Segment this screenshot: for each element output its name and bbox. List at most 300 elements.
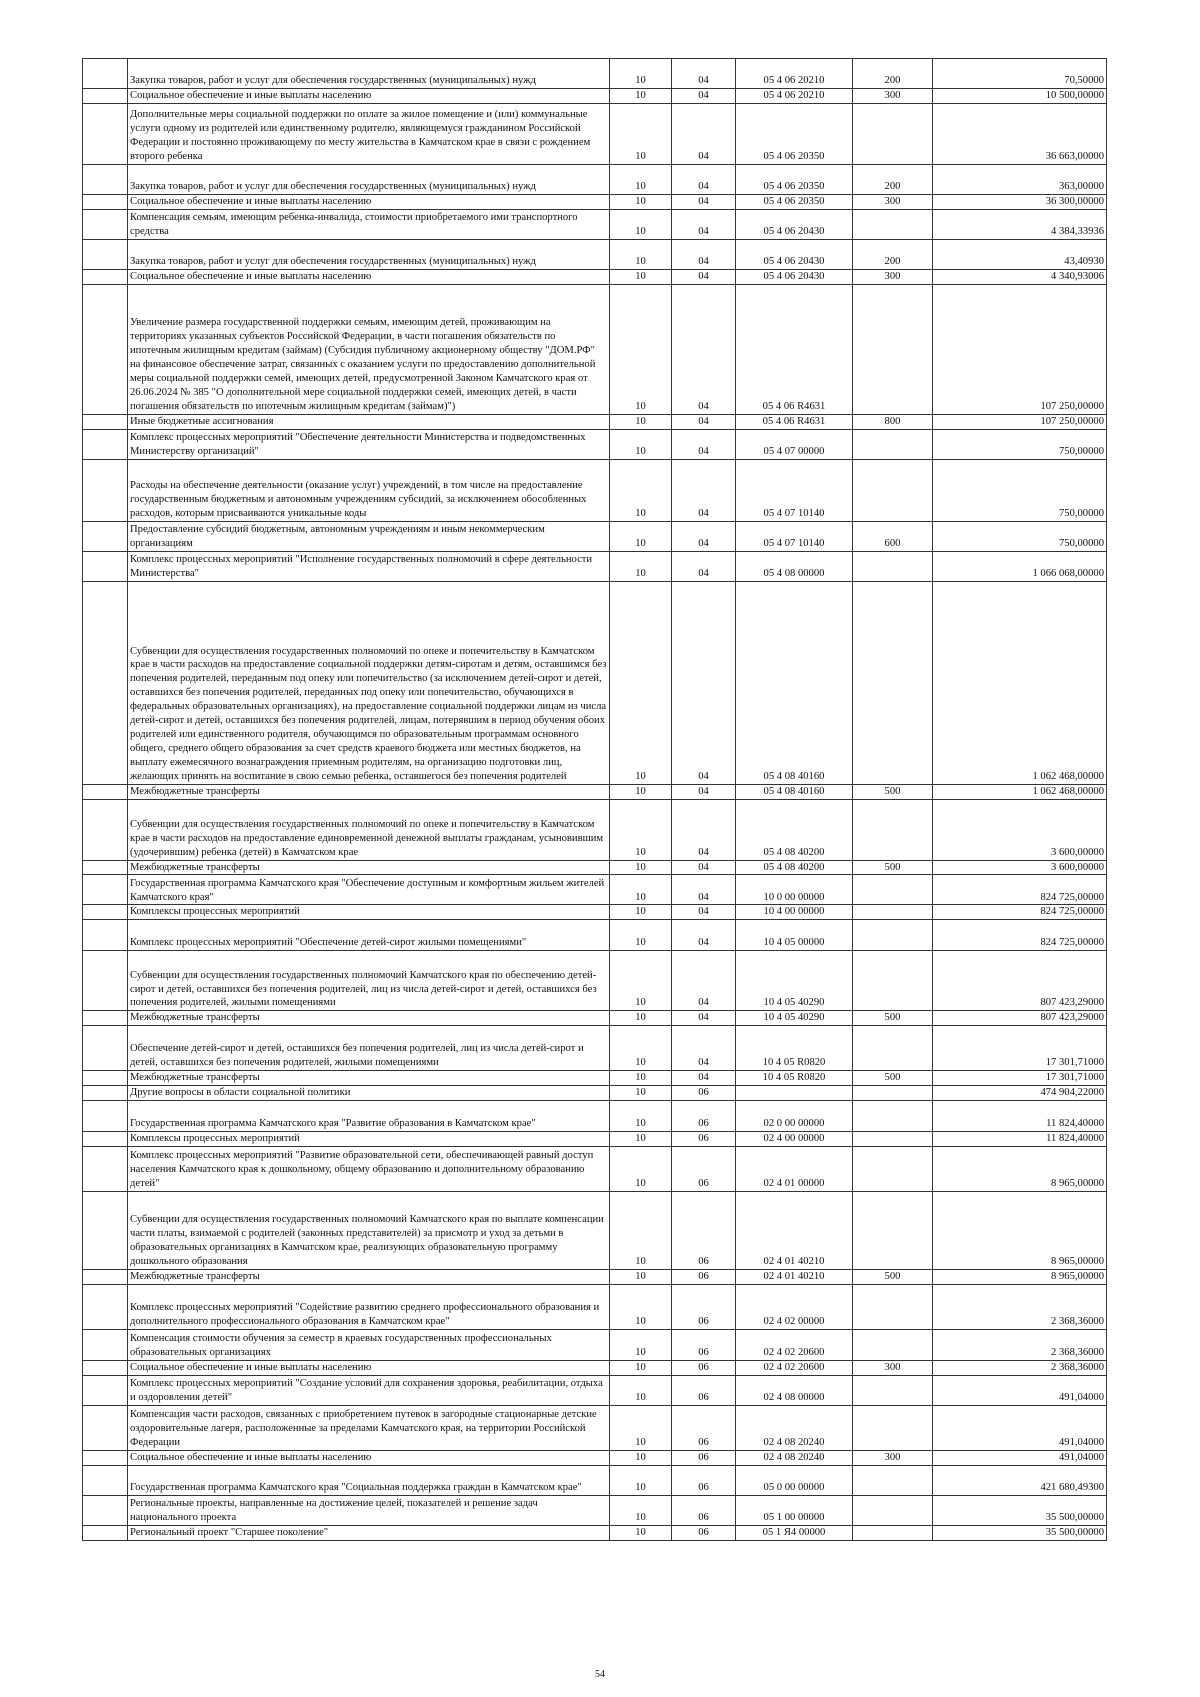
row-margin-cell [83,59,128,89]
row-subsection-cell: 06 [672,1086,736,1101]
row-amount-cell: 35 500,00000 [933,1525,1107,1540]
table-row [83,784,1107,799]
table-row [83,284,1107,414]
table-row [83,521,1107,551]
row-amount-cell: 11 824,40000 [933,1101,1107,1132]
table-row [83,1101,1107,1132]
row-expense-type-cell [853,875,933,905]
row-name-cell: Комплекс процессных мероприятий "Содействие развитию среднего профессионального образования и дополнительного профессионального образования в Камчатском крае" [128,1284,610,1329]
table-row [83,1375,1107,1405]
row-expense-type-cell: 800 [853,414,933,429]
row-amount-cell: 4 340,93006 [933,269,1107,284]
row-name-cell: Региональный проект "Старшее поколение" [128,1525,610,1540]
row-section-cell: 10 [610,1495,672,1525]
row-margin-cell [83,551,128,581]
row-margin-cell [83,89,128,104]
row-expense-type-cell [853,284,933,414]
row-expense-type-cell [853,1329,933,1360]
table-row [83,1146,1107,1191]
row-name-cell: Социальное обеспечение и иные выплаты населению [128,194,610,209]
row-margin-cell [83,284,128,414]
table-row [83,1495,1107,1525]
row-target-article-cell: 10 0 00 00000 [736,875,853,905]
row-margin-cell [83,164,128,194]
row-target-article-cell: 05 4 07 00000 [736,429,853,459]
row-amount-cell: 421 680,49300 [933,1465,1107,1495]
row-subsection-cell: 06 [672,1269,736,1284]
row-amount-cell: 8 965,00000 [933,1191,1107,1269]
row-name-cell: Закупка товаров, работ и услуг для обеспечения государственных (муниципальных) нужд [128,164,610,194]
row-subsection-cell: 04 [672,269,736,284]
row-target-article-cell: 05 4 08 40160 [736,581,853,784]
row-name-cell: Субвенции для осуществления государственных полномочий Камчатского края по выплате компенсации части платы, взимаемой с родителей (законных представителей) за присмотр и уход за детьми в образовательных организациях в Камчатском крае, реализующих образовательную программу дошкольного образования [128,1191,610,1269]
row-margin-cell [83,1525,128,1540]
row-amount-cell: 35 500,00000 [933,1495,1107,1525]
row-expense-type-cell [853,1146,933,1191]
row-section-cell: 10 [610,269,672,284]
row-subsection-cell: 04 [672,951,736,1011]
row-section-cell: 10 [610,414,672,429]
row-expense-type-cell [853,1086,933,1101]
row-subsection-cell: 04 [672,784,736,799]
row-margin-cell [83,1360,128,1375]
row-subsection-cell: 04 [672,429,736,459]
row-section-cell: 10 [610,799,672,860]
row-subsection-cell: 04 [672,459,736,521]
table-row [83,1450,1107,1465]
budget-table-page [82,58,1106,1541]
row-target-article-cell: 05 4 06 R4631 [736,284,853,414]
row-subsection-cell: 06 [672,1146,736,1191]
row-section-cell: 10 [610,951,672,1011]
row-section-cell: 10 [610,103,672,164]
table-row [83,89,1107,104]
row-margin-cell [83,1101,128,1132]
row-section-cell: 10 [610,1450,672,1465]
table-row [83,951,1107,1011]
row-subsection-cell: 06 [672,1495,736,1525]
row-expense-type-cell: 300 [853,89,933,104]
row-target-article-cell: 05 4 06 R4631 [736,414,853,429]
row-name-cell: Государственная программа Камчатского края "Обеспечение доступным и комфортным жильем жителей Камчатского края" [128,875,610,905]
row-subsection-cell: 04 [672,581,736,784]
row-target-article-cell: 10 4 05 40290 [736,1011,853,1026]
row-amount-cell: 363,00000 [933,164,1107,194]
row-target-article-cell: 10 4 00 00000 [736,905,853,920]
row-margin-cell [83,459,128,521]
row-section-cell: 10 [610,860,672,875]
row-margin-cell [83,1191,128,1269]
row-name-cell: Социальное обеспечение и иные выплаты населению [128,269,610,284]
row-margin-cell [83,784,128,799]
row-expense-type-cell: 200 [853,59,933,89]
row-expense-type-cell [853,1465,933,1495]
row-amount-cell: 1 062 468,00000 [933,581,1107,784]
row-section-cell: 10 [610,1375,672,1405]
table-row [83,414,1107,429]
table-row [83,103,1107,164]
row-name-cell: Субвенции для осуществления государственных полномочий Камчатского края по обеспечению детей-сирот и детей, оставшихся без попечения родителей, лиц из числа детей-сирот и детей, оставшихся без попечения родителей, жилыми помещениями [128,951,610,1011]
row-amount-cell: 36 663,00000 [933,103,1107,164]
row-margin-cell [83,860,128,875]
table-row [83,1405,1107,1450]
row-section-cell: 10 [610,1405,672,1450]
row-margin-cell [83,1086,128,1101]
row-amount-cell: 17 301,71000 [933,1026,1107,1071]
row-amount-cell: 43,40930 [933,239,1107,269]
row-subsection-cell: 04 [672,284,736,414]
row-target-article-cell: 10 4 05 00000 [736,920,853,951]
row-margin-cell [83,1405,128,1450]
table-row [83,164,1107,194]
row-expense-type-cell [853,1525,933,1540]
row-expense-type-cell: 300 [853,1360,933,1375]
row-amount-cell: 1 062 468,00000 [933,784,1107,799]
row-margin-cell [83,269,128,284]
row-target-article-cell: 02 4 01 40210 [736,1269,853,1284]
row-margin-cell [83,875,128,905]
row-target-article-cell: 02 4 01 00000 [736,1146,853,1191]
row-amount-cell: 807 423,29000 [933,1011,1107,1026]
row-expense-type-cell [853,799,933,860]
row-margin-cell [83,581,128,784]
row-subsection-cell: 06 [672,1465,736,1495]
row-section-cell: 10 [610,59,672,89]
row-target-article-cell: 05 4 06 20350 [736,164,853,194]
table-row [83,581,1107,784]
row-target-article-cell: 05 4 06 20350 [736,194,853,209]
row-target-article-cell: 02 4 00 00000 [736,1132,853,1147]
row-section-cell: 10 [610,1011,672,1026]
row-expense-type-cell [853,1405,933,1450]
row-target-article-cell: 10 4 05 40290 [736,951,853,1011]
table-row [83,875,1107,905]
row-name-cell: Социальное обеспечение и иные выплаты населению [128,1360,610,1375]
row-margin-cell [83,103,128,164]
row-expense-type-cell [853,551,933,581]
row-subsection-cell: 04 [672,1026,736,1071]
row-amount-cell: 3 600,00000 [933,860,1107,875]
row-expense-type-cell [853,1101,933,1132]
row-expense-type-cell [853,1284,933,1329]
row-margin-cell [83,1132,128,1147]
row-target-article-cell: 02 4 02 20600 [736,1360,853,1375]
table-row [83,1465,1107,1495]
table-row [83,799,1107,860]
row-name-cell: Комплекс процессных мероприятий "Обеспечение детей-сирот жилыми помещениями" [128,920,610,951]
row-expense-type-cell: 300 [853,269,933,284]
row-name-cell: Предоставление субсидий бюджетным, автономным учреждениям и иным некоммерческим организациям [128,521,610,551]
row-subsection-cell: 06 [672,1101,736,1132]
row-subsection-cell: 06 [672,1405,736,1450]
row-subsection-cell: 06 [672,1329,736,1360]
row-target-article-cell: 05 0 00 00000 [736,1465,853,1495]
row-section-cell: 10 [610,1101,672,1132]
row-amount-cell: 36 300,00000 [933,194,1107,209]
row-subsection-cell: 04 [672,1071,736,1086]
row-amount-cell: 807 423,29000 [933,951,1107,1011]
row-amount-cell: 8 965,00000 [933,1269,1107,1284]
row-target-article-cell: 05 4 06 20430 [736,239,853,269]
row-name-cell: Государственная программа Камчатского края "Развитие образования в Камчатском крае" [128,1101,610,1132]
row-name-cell: Межбюджетные трансферты [128,1011,610,1026]
row-target-article-cell: 10 4 05 R0820 [736,1071,853,1086]
row-target-article-cell: 05 4 07 10140 [736,459,853,521]
row-target-article-cell: 05 1 Я4 00000 [736,1525,853,1540]
table-row [83,860,1107,875]
row-margin-cell [83,429,128,459]
row-name-cell: Субвенции для осуществления государственных полномочий по опеке и попечительству в Камчатском крае в части расходов на предоставление социальной поддержки детям-сиротам и детям, оставшимся без попечения родителей, переданным под опеку или попечительство (за исключением детей-сирот и детей, оставшихся без попечения родителей, переданных под опеку или попечительство, обучающихся в федеральных образовательных организациях), на предоставление социальной поддержки лицам из числа детей-сирот и детей, оставшихся без попечения родителей, лицам, потерявшим в период обучения обоих родителей или единственного родителя, обучающимся по образовательным программам основного общего, среднего общего образования за счет средств краевого бюджета или местных бюджетов, на выплату ежемесячного вознаграждения приемным родителям, на организацию подготовки лиц, желающих принять на воспитание в свою семью ребенка, оставшегося без попечения родителей [128,581,610,784]
row-name-cell: Увеличение размера государственной поддержки семьям, имеющим детей, проживающим на территориях указанных субъектов Российской Федерации, в части погашения обязательств по ипотечным жилищным кредитам (займам) (Субсидия публичному акционерному обществу "ДОМ.РФ" на финансовое обеспечение затрат, связанных с оказанием услуги по предоставлению дополнительной меры социальной поддержки семей, имеющих детей, предусмотренной Законом Камчатского края от 26.06.2024 № 385 "О дополнительной мере социальной поддержки семей, имеющих детей, в части погашения обязательств по ипотечным жилищным кредитам (займам)") [128,284,610,414]
row-expense-type-cell: 500 [853,1071,933,1086]
row-margin-cell [83,1375,128,1405]
row-subsection-cell: 04 [672,194,736,209]
row-section-cell: 10 [610,459,672,521]
row-amount-cell: 11 824,40000 [933,1132,1107,1147]
row-margin-cell [83,1269,128,1284]
page-number: 54 [595,1669,605,1680]
row-section-cell: 10 [610,551,672,581]
row-name-cell: Региональные проекты, направленные на достижение целей, показателей и решение задач национального проекта [128,1495,610,1525]
row-expense-type-cell [853,905,933,920]
table-row [83,239,1107,269]
row-expense-type-cell: 500 [853,1011,933,1026]
table-row [83,209,1107,239]
row-margin-cell [83,1071,128,1086]
row-section-cell: 10 [610,1465,672,1495]
row-name-cell: Компенсация семьям, имеющим ребенка-инвалида, стоимости приобретаемого ими транспортного средства [128,209,610,239]
table-row [83,429,1107,459]
row-section-cell: 10 [610,284,672,414]
row-section-cell: 10 [610,1071,672,1086]
row-subsection-cell: 04 [672,59,736,89]
row-section-cell: 10 [610,784,672,799]
row-expense-type-cell: 300 [853,1450,933,1465]
row-amount-cell: 3 600,00000 [933,799,1107,860]
row-section-cell: 10 [610,581,672,784]
row-margin-cell [83,1465,128,1495]
row-expense-type-cell: 200 [853,164,933,194]
row-amount-cell: 824 725,00000 [933,905,1107,920]
row-margin-cell [83,1284,128,1329]
row-target-article-cell: 10 4 05 R0820 [736,1026,853,1071]
table-row [83,920,1107,951]
row-expense-type-cell [853,1026,933,1071]
row-subsection-cell: 04 [672,103,736,164]
row-name-cell: Субвенции для осуществления государственных полномочий по опеке и попечительству в Камчатском крае в части расходов на предоставление единовременной денежной выплаты гражданам, усыновившим (удочерившим) ребенка (детей) в Камчатском крае [128,799,610,860]
row-expense-type-cell: 300 [853,194,933,209]
row-section-cell: 10 [610,194,672,209]
row-amount-cell: 474 904,22000 [933,1086,1107,1101]
row-target-article-cell: 02 4 08 20240 [736,1405,853,1450]
row-subsection-cell: 04 [672,860,736,875]
row-subsection-cell: 04 [672,164,736,194]
row-margin-cell [83,239,128,269]
row-section-cell: 10 [610,1284,672,1329]
row-name-cell: Комплекс процессных мероприятий "Создание условий для сохранения здоровья, реабилитации, отдыха и оздоровления детей" [128,1375,610,1405]
row-target-article-cell: 05 4 06 20430 [736,269,853,284]
row-subsection-cell: 04 [672,920,736,951]
row-name-cell: Закупка товаров, работ и услуг для обеспечения государственных (муниципальных) нужд [128,239,610,269]
row-target-article-cell: 05 4 08 00000 [736,551,853,581]
row-margin-cell [83,905,128,920]
table-row [83,269,1107,284]
row-subsection-cell: 04 [672,799,736,860]
table-row [83,459,1107,521]
row-target-article-cell: 05 4 08 40200 [736,799,853,860]
row-section-cell: 10 [610,1269,672,1284]
row-name-cell: Комплекс процессных мероприятий "Развитие образовательной сети, обеспечивающей равный доступ населения Камчатского края к дошкольному, общему образованию и дополнительному образованию детей" [128,1146,610,1191]
row-target-article-cell: 02 4 01 40210 [736,1191,853,1269]
row-section-cell: 10 [610,1086,672,1101]
row-target-article-cell: 05 4 06 20210 [736,89,853,104]
row-name-cell: Дополнительные меры социальной поддержки по оплате за жилое помещение и (или) коммунальные услуги одному из родителей или единственному родителю, являющемуся гражданином Российской Федерации и постоянно проживающему по месту жительства в Камчатском крае в связи с рождением второго ребенка [128,103,610,164]
row-section-cell: 10 [610,89,672,104]
row-subsection-cell: 04 [672,209,736,239]
row-expense-type-cell: 200 [853,239,933,269]
row-section-cell: 10 [610,1146,672,1191]
row-expense-type-cell [853,459,933,521]
row-name-cell: Межбюджетные трансферты [128,784,610,799]
row-target-article-cell: 02 4 02 00000 [736,1284,853,1329]
row-name-cell: Социальное обеспечение и иные выплаты населению [128,89,610,104]
row-amount-cell: 1 066 068,00000 [933,551,1107,581]
row-subsection-cell: 04 [672,905,736,920]
row-target-article-cell: 05 1 00 00000 [736,1495,853,1525]
row-expense-type-cell: 500 [853,1269,933,1284]
row-amount-cell: 8 965,00000 [933,1146,1107,1191]
row-section-cell: 10 [610,1191,672,1269]
row-expense-type-cell: 600 [853,521,933,551]
table-row [83,1191,1107,1269]
row-amount-cell: 107 250,00000 [933,284,1107,414]
row-expense-type-cell [853,920,933,951]
table-row [83,1269,1107,1284]
row-name-cell: Комплекс процессных мероприятий "Обеспечение деятельности Министерства и подведомственных Министерству организаций" [128,429,610,459]
row-name-cell: Межбюджетные трансферты [128,860,610,875]
row-amount-cell: 750,00000 [933,459,1107,521]
row-amount-cell: 824 725,00000 [933,920,1107,951]
row-amount-cell: 824 725,00000 [933,875,1107,905]
row-amount-cell: 10 500,00000 [933,89,1107,104]
row-name-cell: Иные бюджетные ассигнования [128,414,610,429]
table-row [83,1011,1107,1026]
row-name-cell: Социальное обеспечение и иные выплаты населению [128,1450,610,1465]
row-subsection-cell: 04 [672,551,736,581]
row-amount-cell: 491,04000 [933,1405,1107,1450]
row-target-article-cell: 05 4 07 10140 [736,521,853,551]
row-margin-cell [83,1011,128,1026]
row-section-cell: 10 [610,209,672,239]
row-name-cell: Компенсация части расходов, связанных с приобретением путевок в загородные стационарные детские оздоровительные лагеря, расположенные за пределами Камчатского края, на территории Российской Федерации [128,1405,610,1450]
row-name-cell: Расходы на обеспечение деятельности (оказание услуг) учреждений, в том числе на предоставление государственным бюджетным и автономным учреждениям субсидий, за исключением обособленных расходов, которым присваиваются уникальные коды [128,459,610,521]
row-target-article-cell: 02 0 00 00000 [736,1101,853,1132]
row-section-cell: 10 [610,905,672,920]
row-section-cell: 10 [610,1132,672,1147]
row-expense-type-cell [853,429,933,459]
row-target-article-cell: 02 4 08 20240 [736,1450,853,1465]
row-section-cell: 10 [610,1026,672,1071]
table-row [83,1329,1107,1360]
table-row [83,194,1107,209]
row-expense-type-cell [853,103,933,164]
row-name-cell: Компенсация стоимости обучения за семестр в краевых государственных профессиональных образовательных организациях [128,1329,610,1360]
row-target-article-cell: 05 4 06 20350 [736,103,853,164]
table-row [83,551,1107,581]
row-amount-cell: 2 368,36000 [933,1284,1107,1329]
row-margin-cell [83,951,128,1011]
table-row [83,1132,1107,1147]
row-margin-cell [83,194,128,209]
row-subsection-cell: 06 [672,1525,736,1540]
row-name-cell: Государственная программа Камчатского края "Социальная поддержка граждан в Камчатском крае" [128,1465,610,1495]
row-margin-cell [83,799,128,860]
row-amount-cell: 107 250,00000 [933,414,1107,429]
row-subsection-cell: 04 [672,239,736,269]
row-expense-type-cell [853,1132,933,1147]
row-section-cell: 10 [610,1525,672,1540]
row-target-article-cell: 02 4 02 20600 [736,1329,853,1360]
row-section-cell: 10 [610,164,672,194]
row-subsection-cell: 04 [672,875,736,905]
row-section-cell: 10 [610,429,672,459]
row-margin-cell [83,1026,128,1071]
table-row [83,1026,1107,1071]
row-subsection-cell: 06 [672,1191,736,1269]
row-amount-cell: 17 301,71000 [933,1071,1107,1086]
row-margin-cell [83,521,128,551]
row-amount-cell: 2 368,36000 [933,1329,1107,1360]
table-row [83,1284,1107,1329]
row-section-cell: 10 [610,1360,672,1375]
row-name-cell: Межбюджетные трансферты [128,1269,610,1284]
row-margin-cell [83,209,128,239]
row-subsection-cell: 06 [672,1360,736,1375]
row-section-cell: 10 [610,875,672,905]
row-subsection-cell: 04 [672,414,736,429]
row-expense-type-cell [853,209,933,239]
table-row [83,1071,1107,1086]
row-section-cell: 10 [610,1329,672,1360]
row-expense-type-cell [853,1375,933,1405]
row-name-cell: Комплекс процессных мероприятий "Исполнение государственных полномочий в сфере деятельности Министерства" [128,551,610,581]
row-margin-cell [83,1495,128,1525]
row-target-article-cell: 05 4 08 40200 [736,860,853,875]
row-section-cell: 10 [610,521,672,551]
row-margin-cell [83,920,128,951]
row-amount-cell: 70,50000 [933,59,1107,89]
table-row [83,1525,1107,1540]
row-subsection-cell: 06 [672,1284,736,1329]
table-row [83,1086,1107,1101]
row-target-article-cell: 05 4 06 20430 [736,209,853,239]
budget-table [82,58,1107,1541]
row-amount-cell: 491,04000 [933,1375,1107,1405]
row-margin-cell [83,1146,128,1191]
row-amount-cell: 4 384,33936 [933,209,1107,239]
row-margin-cell [83,414,128,429]
row-margin-cell [83,1329,128,1360]
row-expense-type-cell [853,951,933,1011]
table-row [83,1360,1107,1375]
row-subsection-cell: 06 [672,1132,736,1147]
row-target-article-cell: 05 4 06 20210 [736,59,853,89]
row-subsection-cell: 04 [672,1011,736,1026]
row-subsection-cell: 06 [672,1450,736,1465]
row-name-cell: Межбюджетные трансферты [128,1071,610,1086]
row-section-cell: 10 [610,920,672,951]
row-target-article-cell: 02 4 08 00000 [736,1375,853,1405]
